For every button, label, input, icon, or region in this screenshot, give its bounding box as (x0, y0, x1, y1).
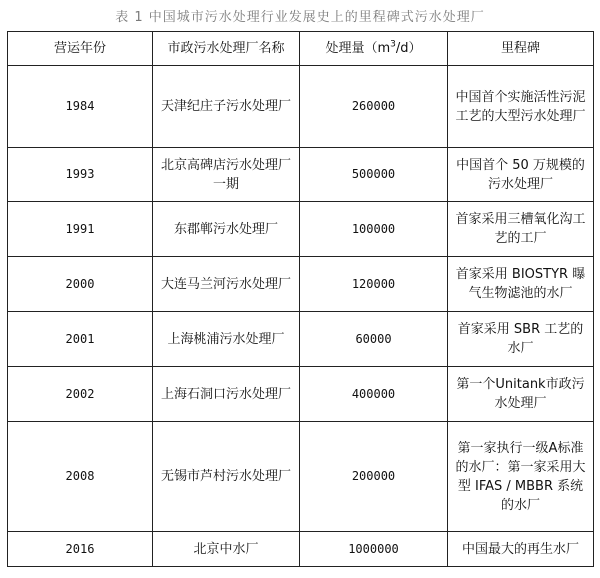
cell-year: 1984 (8, 66, 153, 148)
table-caption: 表 1 中国城市污水处理行业发展史上的里程碑式污水处理厂 (115, 10, 485, 25)
cell-milestone: 首家采用 BIOSTYR 曝气生物滤池的水厂 (448, 257, 594, 312)
cell-plant: 北京中水厂 (153, 532, 300, 567)
table-row (8, 202, 594, 257)
cell-milestone: 中国首个实施活性污泥工艺的大型污水处理厂 (448, 66, 594, 148)
cell-plant: 大连马兰河污水处理厂 (153, 257, 300, 312)
table-row (8, 422, 594, 532)
milestone-table (7, 31, 594, 567)
cell-plant: 上海石洞口污水处理厂 (153, 367, 300, 422)
table-row (8, 312, 594, 367)
cell-milestone: 首家采用 SBR 工艺的水厂 (448, 312, 594, 367)
cell-year: 2016 (8, 532, 153, 567)
cell-year: 2001 (8, 312, 153, 367)
cell-year: 1991 (8, 202, 153, 257)
header-capacity: 处理量$(m^3/d)$ (300, 32, 448, 66)
cell-plant: 上海桃浦污水处理厂 (153, 312, 300, 367)
cell-plant: 无锡市芦村污水处理厂 (153, 422, 300, 532)
cell-plant: 北京高碑店污水处理厂一期 (153, 148, 300, 202)
cell-milestone: 中国最大的再生水厂 (448, 532, 594, 567)
header-year: 营运年份 (8, 32, 153, 66)
header-plant: 市政污水处理厂名称 (153, 32, 300, 66)
cell-year: 1993 (8, 148, 153, 202)
cell-capacity: 1000000 (300, 532, 448, 567)
table-row (8, 148, 594, 202)
cell-milestone: 中国首个 50 万规模的污水处理厂 (448, 148, 594, 202)
cell-capacity: 100000 (300, 202, 448, 257)
cell-plant: 东郡郸污水处理厂 (153, 202, 300, 257)
cell-capacity: 500000 (300, 148, 448, 202)
table-row (8, 532, 594, 567)
cell-milestone: 第一家执行一级A标准的水厂：第一家采用大型 IFAS / MBBR 系统的水厂 (448, 422, 594, 532)
cell-capacity: 260000 (300, 66, 448, 148)
table-row (8, 257, 594, 312)
cell-year: 2002 (8, 367, 153, 422)
table-row (8, 66, 594, 148)
cell-capacity: 400000 (300, 367, 448, 422)
cell-year: 2008 (8, 422, 153, 532)
cell-capacity: 60000 (300, 312, 448, 367)
header-milestone: 里程碑 (448, 32, 594, 66)
header-row (8, 32, 594, 66)
cell-year: 2000 (8, 257, 153, 312)
cell-capacity: 200000 (300, 422, 448, 532)
table-row (8, 367, 594, 422)
cell-milestone: 第一个Unitank市政污水处理厂 (448, 367, 594, 422)
cell-plant: 天津纪庄子污水处理厂 (153, 66, 300, 148)
cell-capacity: 120000 (300, 257, 448, 312)
cell-milestone: 首家采用三槽氧化沟工艺的工厂 (448, 202, 594, 257)
